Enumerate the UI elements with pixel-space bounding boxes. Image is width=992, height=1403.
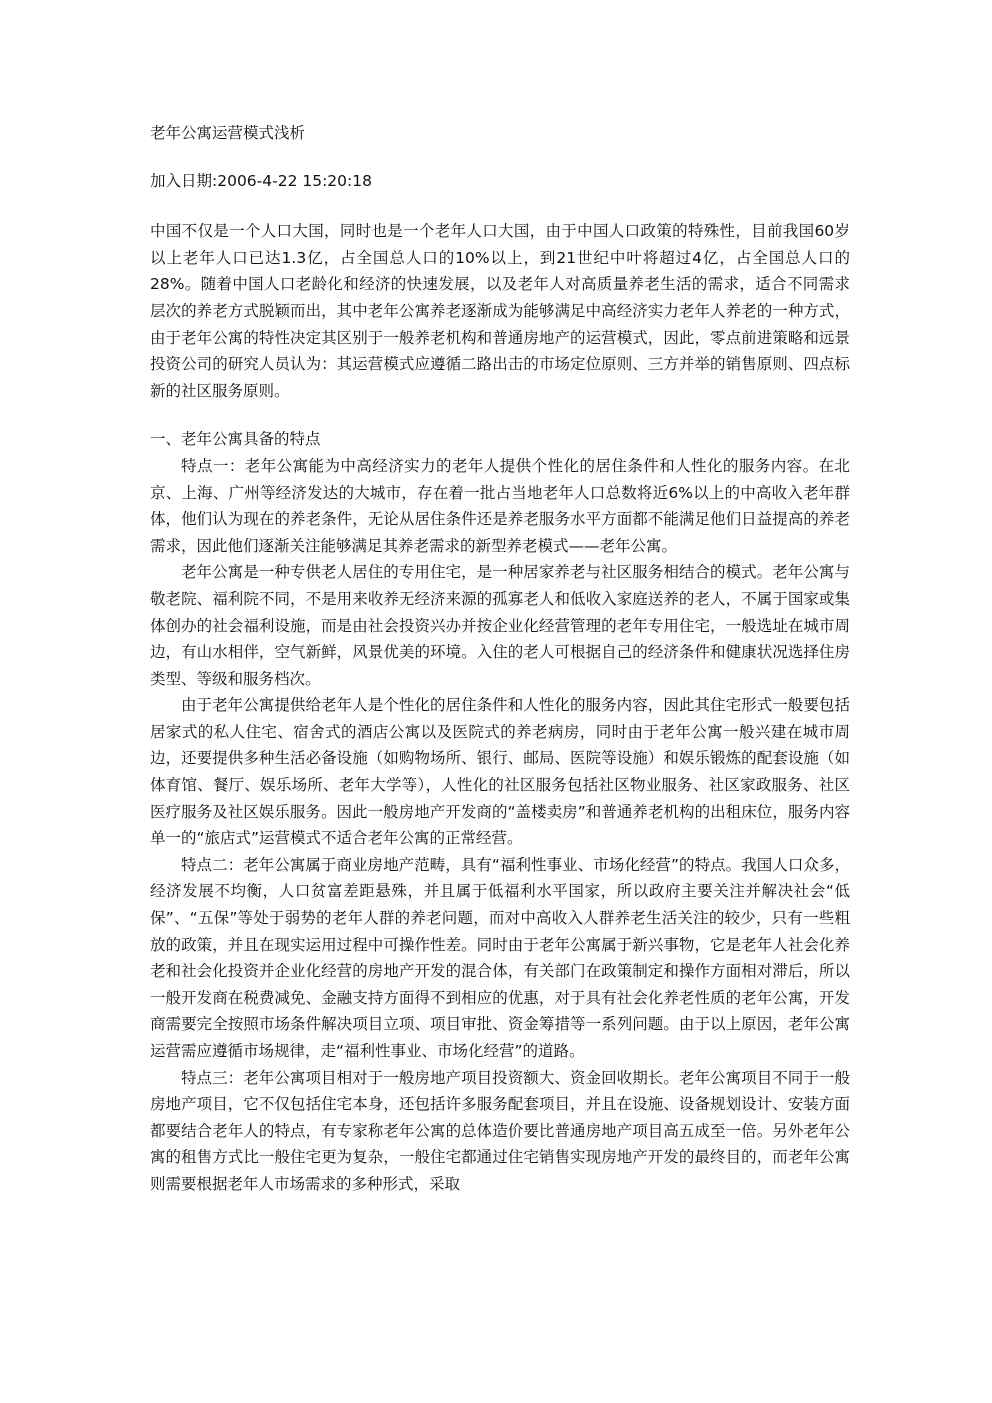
article-title: 老年公寓运营模式浅析 — [150, 124, 306, 142]
intro-paragraph: 中国不仅是一个人口大国，同时也是一个老年人口大国，由于中国人口政策的特殊性，目前我国60岁以上老年人口已达1.3亿，占全国总人口的10%以上，到21世纪中叶将超过4亿，占全国总人口的28%。随着中国人口老龄化和经济的快速发展，以及老年人对高质量养老生活的需求，适合不同需求层次的养老方式脱颖而出，其中老年公寓养老逐渐成为能够满足中高经济实力老年人养老的一种方式，由于老年公寓的特性决定其区别于一般养老机构和普通房地产的运营模式，因此，零点前进策略和远景投资公司的研究人员认为：其运营模式应遵循二路出击的市场定位原则、三方并举的销售原则、四点标新的社区服务原则。 — [150, 222, 850, 400]
section-heading: 一、老年公寓具备的特点 — [150, 430, 321, 449]
paragraph-apartment-definition: 老年公寓是一种专供老人居住的专用住宅，是一种居家养老与社区服务相结合的模式。老年公寓与敬老院、福利院不同，不是用来收养无经济来源的孤寡老人和低收入家庭送养的老人，不属于国家或集体创办的社会福利设施，而是由社会投资兴办并按企业化经营管理的老年专用住宅，一般选址在城市周边，有山水相伴，空气新鲜，风景优美的环境。入住的老人可根据自己的经济条件和健康状况选择住房类型、等级和服务档次。 — [150, 563, 850, 688]
paragraph-feature-one: 特点一：老年公寓能为中高经济实力的老年人提供个性化的居住条件和人性化的服务内容。在北京、上海、广州等经济发达的大城市，存在着一批占当地老年人口总数将近6%以上的中高收入老年群体，他们认为现在的养老条件，无论从居住条件还是养老服务水平方面都不能满足他们日益提高的养老需求，因此他们逐渐关注能够满足其养老需求的新型养老模式——老年公寓。 — [150, 456, 850, 555]
document-body — [150, 120, 850, 1198]
date-added: 加入日期:2006-4-22 15:20:18 — [150, 171, 372, 190]
paragraph-feature-three: 特点三：老年公寓项目相对于一般房地产项目投资额大、资金回收期长。老年公寓项目不同于一般房地产项目，它不仅包括住宅本身，还包括许多服务配套项目，并且在设施、设备规划设计、安装方面都要结合老年人的特点，有专家称老年公寓的总体造价要比普通房地产项目高五成至一倍。另外老年公寓的租售方式比一般住宅更为复杂，一般住宅都通过住宅销售实现房地产开发的最终目的，而老年公寓则需要根据老年人市场需求的多种形式，采取 — [150, 1068, 850, 1193]
paragraph-housing-forms: 由于老年公寓提供给老年人是个性化的居住条件和人性化的服务内容，因此其住宅形式一般要包括居家式的私人住宅、宿舍式的酒店公寓以及医院式的养老病房，同时由于老年公寓一般兴建在城市周边，还要提供多种生活必备设施（如购物场所、银行、邮局、医院等设施）和娱乐锻炼的配套设施（如体育馆、餐厅、娱乐场所、老年大学等），人性化的社区服务包括社区物业服务、社区家政服务、社区医疗服务及社区娱乐服务。因此一般房地产开发商的“盖楼卖房”和普通养老机构的出租床位，服务内容单一的“旅店式”运营模式不适合老年公寓的正常经营。 — [150, 696, 850, 848]
paragraph-feature-two: 特点二：老年公寓属于商业房地产范畴，具有“福利性事业、市场化经营”的特点。我国人口众多，经济发展不均衡，人口贫富差距悬殊，并且属于低福利水平国家，所以政府主要关注并解决社会“低保”、“五保”等处于弱势的老年人群的养老问题，而对中高收入人群养老生活关注的较少，只有一些粗放的政策，并且在现实运用过程中可操作性差。同时由于老年公寓属于新兴事物，它是老年人社会化养老和社会化投资并企业化经营的房地产开发的混合体，有关部门在政策制定和操作方面相对滞后，所以一般开发商在税费减免、金融支持方面得不到相应的优惠，对于具有社会化养老性质的老年公寓，开发商需要完全按照市场条件解决项目立项、项目审批、资金筹措等一系列问题。由于以上原因，老年公寓运营需应遵循市场规律，走“福利性事业、市场化经营”的道路。 — [150, 855, 850, 1060]
